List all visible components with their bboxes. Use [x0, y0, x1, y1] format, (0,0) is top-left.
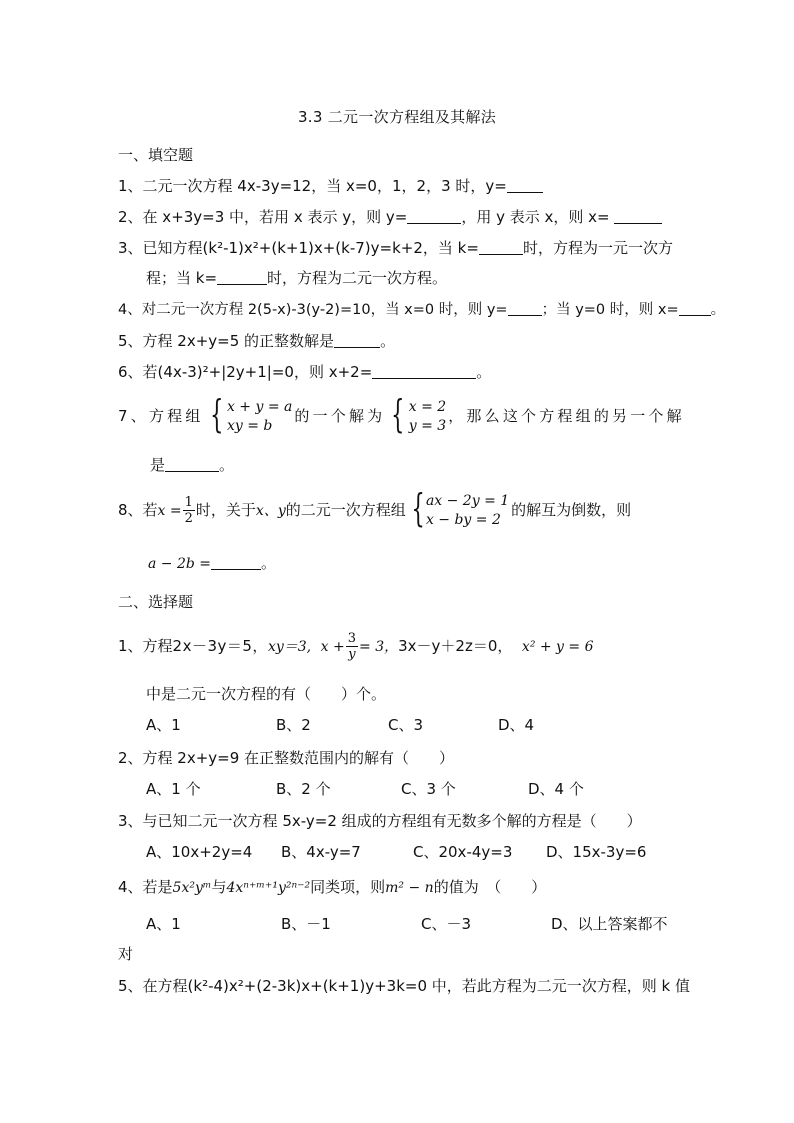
section-heading-multiple-choice: 二、选择题 [118, 593, 194, 611]
choice-question-2: 2、方程 2x+y=9 在正整数范围内的解有（ ） [118, 749, 455, 767]
option-a[interactable]: A、1 [146, 716, 181, 734]
equation-system: ax − 2y = 1 x − by = 2 [425, 492, 510, 528]
fraction-one-half: $\frac{1}{2}$ [184, 495, 193, 526]
answer-blank[interactable] [334, 332, 380, 348]
question-2: 2、在 x+3y=3 中，若用 x 表示 y，则 y= ，用 y 表示 x，则 x= [118, 207, 662, 227]
answer-blank[interactable] [479, 239, 523, 255]
choice-question-4-wrap: 对 [118, 945, 134, 963]
equation-system: x + y = a xy = b [226, 398, 293, 434]
left-brace: { [391, 391, 407, 436]
question-4: 4、对二元一次方程 2(5-x)-3(y-2)=10，当 x=0 时，则 y= ；当 y=0 时，则 x= 。 [118, 302, 726, 318]
question-6: 6、若(4x-3)²+|2y+1|=0，则 x+2= 。 [118, 363, 492, 381]
option-d[interactable]: D、4 个 [528, 780, 584, 798]
question-5: 5、方程 2x+y=5 的正整数解是 。 [118, 332, 396, 350]
option-b[interactable]: B、4x-y=7 [281, 843, 361, 861]
option-c[interactable]: C、3 [388, 716, 424, 734]
option-d[interactable]: D、15x-3y=6 [546, 843, 647, 861]
choice-question-3: 3、与已知二元一次方程 5x-y=2 组成的方程组有无数多个解的方程是（ ） [118, 812, 642, 830]
option-d[interactable]: D、4 [498, 716, 535, 734]
question-3: 3、已知方程(k²-1)x²+(k+1)x+(k-7)y=k+2，当 k= 时，方程为一元一次方 [118, 239, 673, 257]
option-c[interactable]: C、20x-4y=3 [413, 843, 513, 861]
option-c[interactable]: C、－3 [421, 915, 472, 933]
section-heading-fill-in: 一、填空题 [118, 146, 194, 164]
question-8-continued: a − 2b = 。 [148, 554, 277, 572]
option-a[interactable]: A、10x+2y=4 [146, 843, 253, 861]
page-title: 3.3 二元一次方程组及其解法 [297, 108, 497, 126]
option-b[interactable]: B、2 [276, 716, 311, 734]
answer-blank[interactable] [372, 363, 476, 379]
solution-system: x = 2 y = 3 [408, 398, 447, 434]
answer-blank[interactable] [508, 300, 542, 316]
answer-blank[interactable] [407, 208, 461, 224]
question-3-continued: 程；当 k= 时，方程为二元一次方程。 [146, 269, 448, 287]
answer-blank[interactable] [679, 300, 711, 316]
option-b[interactable]: B、－1 [281, 915, 331, 933]
choice-question-1-continued: 中是二元一次方程的有（ ）个。 [146, 685, 387, 703]
option-a[interactable]: A、1 个 [146, 780, 201, 798]
choice-question-1: 1、方程2x－3y＝5，xy＝3, x + $\frac{3}{y}$ = 3，3x－y＋2z＝0， x² + y = 6 [118, 631, 594, 662]
option-a[interactable]: A、1 [146, 915, 181, 933]
question-1: 1、二元一次方程 4x-3y=12，当 x=0，1，2，3 时，y= [118, 176, 543, 196]
option-c[interactable]: C、3 个 [401, 780, 456, 798]
question-7-continued: 是 。 [150, 456, 235, 474]
left-brace: { [411, 485, 425, 530]
answer-blank[interactable] [217, 269, 267, 285]
answer-blank[interactable] [165, 456, 219, 472]
left-brace: { [209, 391, 225, 436]
question-7: 7、方程组 { x + y = a xy = b 的一个解为 { x = 2 y = 3 ，那么这个方程组的另一个解 [118, 391, 685, 436]
answer-blank[interactable] [614, 208, 662, 224]
choice-question-5: 5、在方程(k²-4)x²+(2-3k)x+(k+1)y+3k=0 中，若此方程为二元一次方程，则 k 值 [118, 977, 690, 995]
answer-blank[interactable] [507, 177, 543, 193]
option-d[interactable]: D、以上答案都不 [551, 915, 668, 933]
choice-question-4: 4、若是5x²yᵐ与4xⁿ⁺ᵐ⁺¹y²ⁿ⁻²同类项，则m² − n的值为 （ ） [118, 878, 547, 896]
fraction-three-over-y: $\frac{3}{y}$ [347, 631, 357, 662]
question-8: 8、若x = $\frac{1}{2}$ 时，关于x、y的二元一次方程组 { ax − 2y = 1 x − by = 2 的解互为倒数，则 [118, 485, 632, 530]
answer-blank[interactable] [211, 554, 261, 570]
option-b[interactable]: B、2 个 [276, 780, 331, 798]
